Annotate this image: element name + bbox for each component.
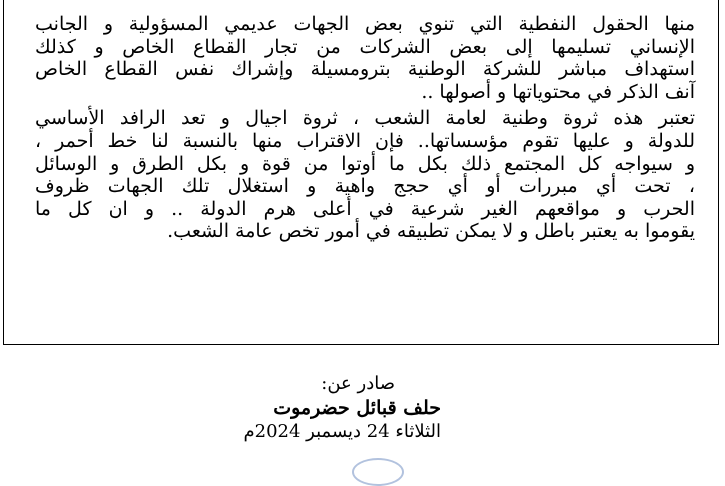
text-line: الإنساني تسليمها إلى بعض الشركات من تجار القطاع الخاص و كذلك xyxy=(35,35,695,58)
issued-by-label: صادر عن: xyxy=(321,373,395,394)
text-line: يقوموا به يعتبر باطل و لا يمكن تطبيقه في أمور تخص عامة الشعب. xyxy=(167,220,695,243)
paragraph-2 xyxy=(35,107,695,243)
frame-right-border xyxy=(718,0,719,345)
signature-block xyxy=(243,372,441,444)
text-line: ، تحت أي مبررات أو أي حجج واهية و استغلال تلك الجهات ظروف xyxy=(35,175,695,198)
text-line: استهداف مباشر للشركة الوطنية بترومسيلة وإشراك نفس القطاع الخاص xyxy=(35,58,695,81)
text-line: و سيواجه كل المجتمع ذلك بكل ما أوتوا من قوة و بكل الطرق و الوسائل xyxy=(35,152,695,175)
paragraph-1 xyxy=(35,13,695,103)
text-line: منها الحقول النفطية التي تنوي بعض الجهات عديمي المسؤولية و الجانب xyxy=(35,13,695,35)
frame-left-border xyxy=(3,0,4,345)
organization-name: حلف قبائل حضرموت xyxy=(273,397,441,419)
text-line: تعتبر هذه ثروة وطنية لعامة الشعب ، ثروة اجيال و تعد الرافد الأساسي xyxy=(35,107,695,130)
text-line: للدولة و عليها تقوم مؤسساتها.. فإن الاقتراب منها بالنسبة لنا خط أحمر ، xyxy=(35,129,695,152)
statement-body xyxy=(35,0,695,243)
seal-stamp-fragment xyxy=(352,458,404,486)
frame-bottom-border xyxy=(3,344,719,345)
issue-date: الثلاثاء 24 ديسمبر 2024م xyxy=(243,421,441,442)
text-line: الحرب و مواقعهم الغير شرعية في أعلى هرم الدولة .. و ان كل ما xyxy=(35,197,695,220)
text-line: آنف الذكر في محتوياتها و أصولها .. xyxy=(421,80,695,103)
